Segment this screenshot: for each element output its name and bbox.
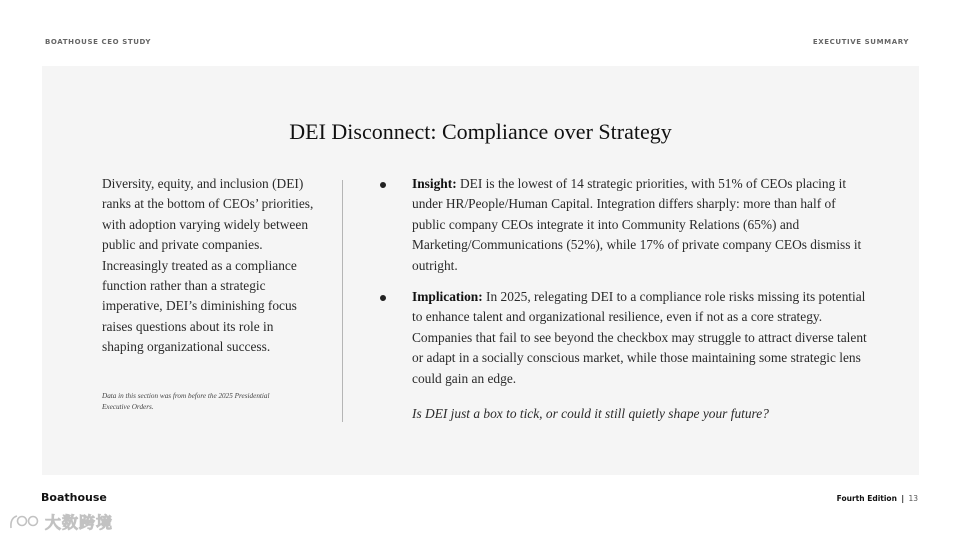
content-panel: [42, 66, 919, 475]
page-number: 13: [908, 494, 918, 503]
closing-question: Is DEI just a box to tick, or could it still quietly shape your future?: [412, 406, 769, 421]
bullet-dot-icon: [380, 182, 386, 188]
watermark-text: 大数跨境: [45, 513, 114, 532]
logo-icon: [8, 512, 42, 532]
watermark: [8, 510, 113, 533]
bullet-label: Implication:: [412, 289, 483, 305]
bullet-dot-icon: [380, 295, 386, 301]
bullet-implication: [378, 287, 868, 389]
bullet-list: [378, 174, 868, 400]
bullet-text: In 2025, relegating DEI to a compliance role risks missing its potential to enhance talent and organizational resilience, even if not as a core strategy. Companies that fail to see beyond the checkbox may struggle to attract diverse talent or adapt in a socially conscious market, while those maintaining some strategic lens could gain an edge.: [412, 289, 867, 386]
data-note: Data in this section was from before the 2025 Presidential Executive Orders.: [102, 392, 270, 411]
bullet-label: Insight:: [412, 176, 457, 191]
header-right: EXECUTIVE SUMMARY: [812, 38, 909, 46]
page-title: DEI Disconnect: Compliance over Strategy: [289, 119, 672, 144]
bullet-insight: [378, 174, 868, 276]
header-left: BOATHOUSE CEO STUDY: [45, 38, 152, 46]
intro-paragraph: Diversity, equity, and inclusion (DEI) ranks at the bottom of CEOs’ priorities, with adoption varying widely between public and private companies. Increasingly treated as a compliance function rather than a strategic imperative, DEI’s diminishing focus raises questions about its role in shaping organizational success.: [102, 176, 314, 355]
edition-label: Fourth Edition: [836, 494, 897, 503]
footer-separator: |: [901, 494, 905, 503]
column-divider: [342, 180, 343, 422]
bullet-text: DEI is the lowest of 14 strategic priorities, with 51% of CEOs placing it under HR/People/Human Capital. Integration differs sharply: more than half of public company CEOs integrate it into Community Relations (65%) and Marketing/Communications (52%), while 17% of private company CEOs dismiss it outright.: [412, 176, 862, 273]
brand-logo: Boathouse: [41, 491, 107, 504]
footer-edition: [837, 494, 918, 503]
